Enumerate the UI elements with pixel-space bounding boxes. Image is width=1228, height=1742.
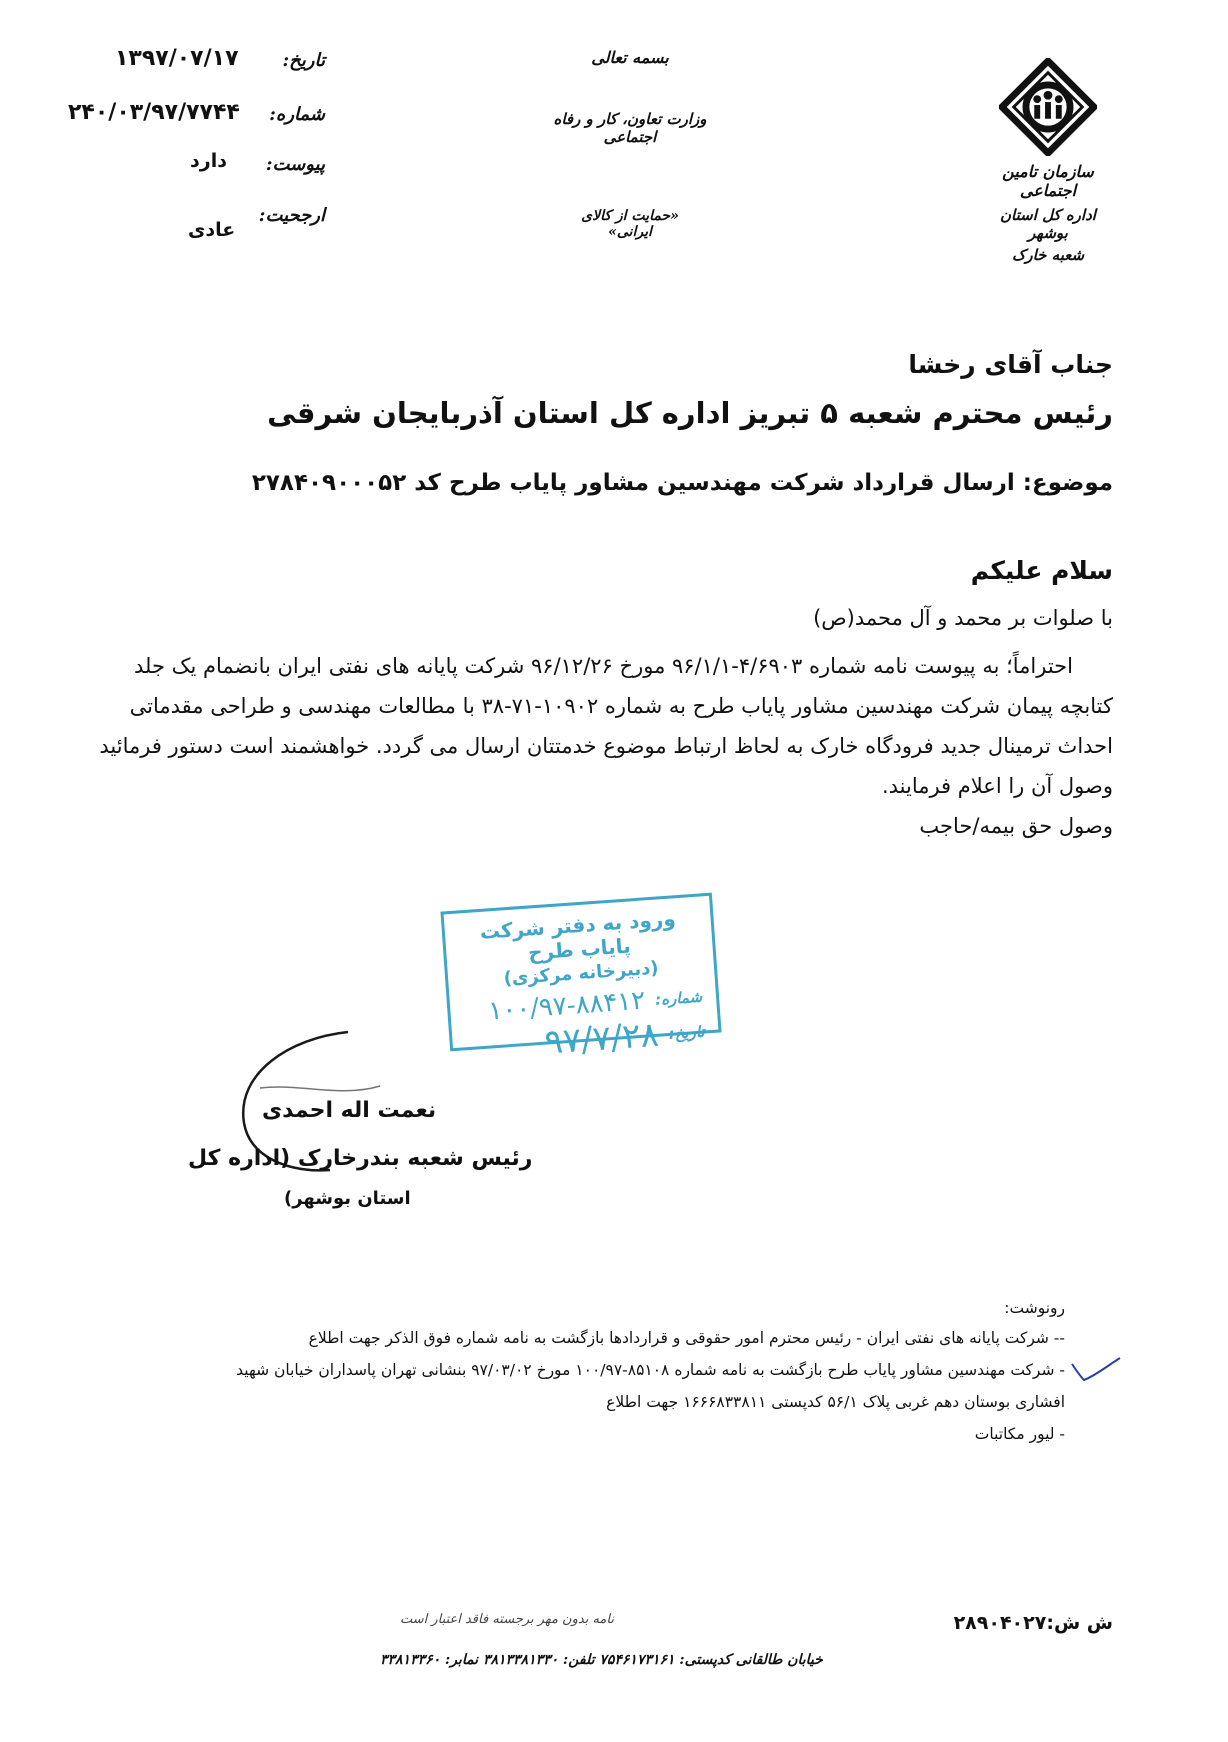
- stamp-line1: ورود به دفتر شرکت پایاب طرح: [479, 906, 677, 965]
- province-office: اداره کل استان بوشهر: [1000, 206, 1096, 242]
- cc-item: - شرکت مهندسین مشاور پایاب طرح بازگشت به نامه شماره ۸۵۱۰۸-۱۰۰/۹۷ مورخ ۹۷/۰۳/۰۲ بنشانی تهران پاسداران خیابان شهید: [236, 1361, 1065, 1379]
- attachment-value: دارد: [190, 150, 227, 172]
- priority-field: [150, 205, 325, 245]
- signatory-title-line2: استان بوشهر): [284, 1188, 411, 1209]
- org-logo-block: [978, 58, 1118, 264]
- stamp-number-value: ۱۰۰/۹۷-۸۸۴۱۲: [487, 985, 647, 1027]
- priority-value: عادی: [188, 219, 236, 241]
- priority-label: ارجحیت:: [258, 205, 325, 226]
- cc-item: -- شرکت پایانه های نفتی ایران - رئیس محترم امور حقوقی و قراردادها بازگشت به نامه شماره فوق الذکر جهت اطلاع: [308, 1329, 1065, 1347]
- social-security-organization-logo-icon: [999, 58, 1097, 156]
- cc-item: افشاری بوستان دهم غربی پلاک ۵۶/۱ کدپستی ۱۶۶۶۸۳۳۸۱۱ جهت اطلاع: [606, 1393, 1065, 1411]
- body-line: احتراماً؛ به پیوست نامه شماره ۴/۶۹۰۳-۹۶/۱/۱ مورخ ۹۶/۱۲/۲۶ شرکت پایانه های نفتی ایران بانضمام یک جلد: [134, 654, 1073, 678]
- cc-item: - لیور مکاتبات: [974, 1425, 1065, 1443]
- cc-heading: رونوشت:: [1004, 1299, 1065, 1317]
- number-field: [60, 100, 325, 130]
- checkmark-icon: [1070, 1354, 1124, 1384]
- stamp-date-label: تاریخ:: [668, 1022, 706, 1044]
- stamp-line2: (دبیرخانه مرکزی): [502, 957, 660, 990]
- serial-number: ش ش:۲۸۹۰۴۰۲۷: [953, 1612, 1113, 1634]
- org-name: سازمان تامین اجتماعی: [1002, 162, 1094, 200]
- number-value: ۲۴۰/۰۳/۹۷/۷۷۴۴: [68, 100, 240, 125]
- stamp-date-value: ۹۷/۷/۲۸: [543, 1014, 661, 1063]
- date-value: ۱۳۹۷/۰۷/۱۷: [115, 46, 239, 71]
- body-line: وصول آن را اعلام فرمایند.: [881, 774, 1113, 798]
- body-line: کتابچه پیمان شرکت مهندسین مشاور پایاب طرح به شماره ۱۰۹۰۲-۷۱-۳۸ با مطالعات مهندسی و طراحی مقدماتی: [129, 694, 1113, 718]
- ministry-name: وزارت تعاون، کار و رفاه اجتماعی: [553, 110, 707, 146]
- addressee-title: رئیس محترم شعبه ۵ تبریز اداره کل استان آذربایجان شرقی: [267, 396, 1113, 430]
- letter-subject: موضوع: ارسال قرارداد شرکت مهندسین مشاور پایاب طرح کد ۲۷۸۴۰۹۰۰۰۵۲: [251, 470, 1113, 496]
- greeting: سلام علیکم: [970, 556, 1113, 585]
- letter-body: [38, 646, 1113, 846]
- signatory-title: رئیس شعبه بندرخارک (اداره کل: [188, 1146, 533, 1171]
- cc-list: [5, 1322, 1065, 1450]
- body-line: احداث ترمینال جدید فرودگاه خارک به لحاظ ارتباط موضوع خدمتتان ارسال می گردد. خواهشمند است دستور فرمائید: [99, 734, 1113, 758]
- office-address: خیابان طالقانی کدپستی: ۷۵۴۶۱۷۳۱۶۱ تلفن: ۳۸۱۳۳۸۱۳۳۰ نمابر: ۳۳۸۱۳۳۶۰: [380, 1652, 823, 1668]
- attachment-field: [150, 150, 325, 180]
- date-label: تاریخ:: [282, 50, 325, 71]
- motto: «حمایت از کالای ایرانی»: [581, 208, 679, 240]
- date-field: [95, 46, 325, 76]
- attachment-label: پیوست:: [265, 154, 325, 175]
- body-line: وصول حق بیمه/حاجب: [919, 814, 1113, 838]
- stamp-number-label: شماره:: [654, 987, 703, 1009]
- receipt-stamp: [440, 893, 721, 1063]
- invocation: بسمه تعالی: [591, 48, 669, 67]
- emboss-note: نامه بدون مهر برجسته فاقد اعتبار است: [400, 1612, 614, 1627]
- signatory-name: نعمت اله احمدی: [262, 1098, 437, 1123]
- salutation: با صلوات بر محمد و آل محمد(ص): [813, 606, 1113, 630]
- branch-name: شعبه خارک: [1011, 246, 1085, 264]
- addressee: جناب آقای رخشا: [908, 350, 1113, 379]
- number-label: شماره:: [269, 104, 325, 125]
